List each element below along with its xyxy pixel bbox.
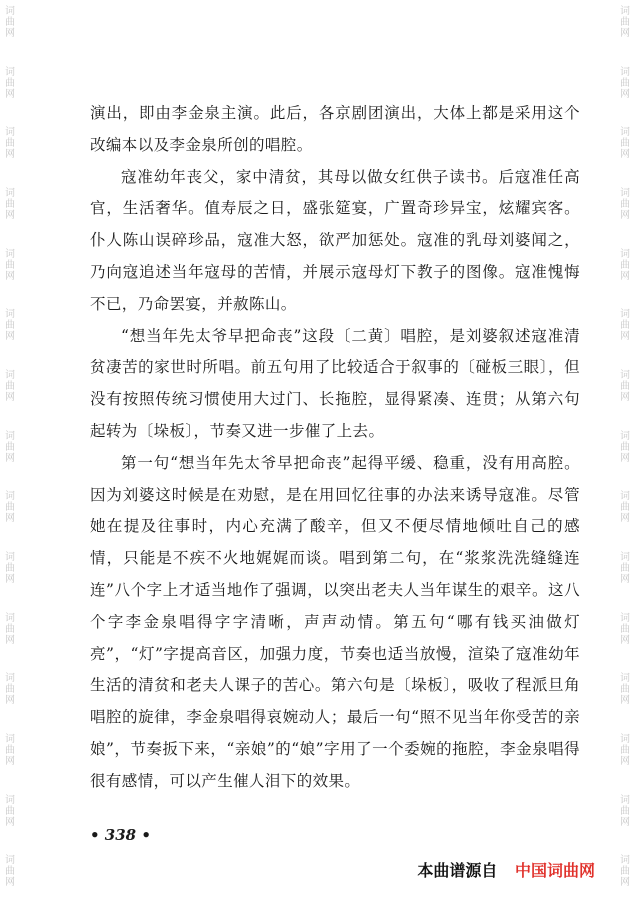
watermark-group (620, 849, 630, 910)
watermark-group (620, 61, 630, 122)
watermark-group (620, 789, 630, 850)
source-label: 本曲谱源自 (417, 861, 498, 880)
watermark-group (5, 364, 15, 425)
watermark-char: 网 (620, 149, 630, 161)
watermark-char: 词 (5, 612, 15, 624)
watermark-char: 曲 (620, 866, 630, 878)
watermark-char: 曲 (5, 441, 15, 453)
watermark-group (620, 425, 630, 486)
watermark-char: 词 (5, 794, 15, 806)
paragraph-3: “想当年先太爷早把命丧”这段〔二黄〕唱腔，是刘婆叙述寇准清贫凄苦的家世时所唱。前五句用了比较适合于叙事的〔碰板三眼〕，但没有按照传统习惯使用大过门、长拖腔，显得紧凑、连贯；从第六句起转为〔垛板〕，节奏又进一步催了上去。 (90, 326, 580, 440)
watermark-group (5, 61, 15, 122)
watermark-char: 词 (5, 6, 15, 17)
watermark-char: 网 (5, 756, 15, 768)
watermark-char: 词 (5, 188, 15, 200)
watermark-char: 曲 (5, 138, 15, 150)
watermark-char: 词 (620, 794, 630, 806)
watermark-char: 网 (620, 28, 630, 39)
watermark-char: 网 (5, 513, 15, 525)
watermark-char: 曲 (5, 381, 15, 393)
watermark-char: 词 (620, 734, 630, 746)
watermark-char: 曲 (620, 77, 630, 89)
watermark-char: 网 (620, 331, 630, 343)
watermark-char: 曲 (5, 17, 15, 28)
watermark-char: 曲 (620, 805, 630, 817)
watermark-char: 曲 (620, 745, 630, 757)
watermark-char: 词 (620, 309, 630, 321)
watermark-group (620, 607, 630, 668)
watermark-char: 网 (5, 270, 15, 282)
watermark-char: 曲 (620, 259, 630, 271)
watermark-char: 曲 (5, 563, 15, 575)
watermark-group (5, 728, 15, 789)
watermark-group (5, 243, 15, 304)
watermark-group (5, 607, 15, 668)
watermark-char: 词 (620, 430, 630, 442)
watermark-group (620, 303, 630, 364)
watermark-char: 词 (620, 66, 630, 78)
watermark-char: 曲 (620, 138, 630, 150)
watermark-char: 网 (5, 149, 15, 161)
watermark-char: 曲 (5, 866, 15, 878)
watermark-char: 网 (620, 270, 630, 282)
watermark-char: 词 (620, 248, 630, 260)
watermark-char: 网 (5, 331, 15, 343)
watermark-char: 词 (620, 127, 630, 139)
watermark-char: 词 (5, 430, 15, 442)
watermark-char: 曲 (620, 684, 630, 696)
watermark-group (620, 728, 630, 789)
watermark-char: 网 (620, 88, 630, 100)
watermark-char: 词 (5, 248, 15, 260)
watermark-char: 曲 (620, 502, 630, 514)
paragraph-4: 第一句“想当年先太爷早把命丧”起得平缓、稳重，没有用高腔。因为刘婆这时候是在劝慰，是在用回忆往事的办法来诱导寇准。尽管她在提及往事时，内心充满了酸辛，但又不便尽情地倾吐自己的感情，只能是不疾不火地娓娓而谈。唱到第二句，在“浆浆洗洗缝缝连连”八个字上才适当地作了强调，以突出老夫人当年谋生的艰辛。这八个字李金泉唱得字字清晰，声声动情。第五句“哪有钱买油做灯亮”，“灯”字提高音区，加强力度，节奏也适当放慢，渲染了寇准幼年生活的清贫和老夫人课子的苦心。第六句是〔垛板〕，吸收了程派旦角唱腔的旋律，李金泉唱得哀婉动人；最后一句“照不见当年你受苦的亲娘”，节奏扳下来，“亲娘”的“娘”字用了一个委婉的拖腔，李金泉唱得很有感情，可以产生催人泪下的效果。 (90, 453, 580, 790)
watermark-char: 词 (5, 734, 15, 746)
watermark-right (617, 0, 633, 910)
watermark-char: 曲 (5, 745, 15, 757)
watermark-group (5, 121, 15, 182)
watermark-char: 网 (620, 634, 630, 646)
watermark-group (620, 667, 630, 728)
paragraph-2: 寇准幼年丧父，家中清贫，其母以做女红供子读书。后寇准任高官，生活奢华。值寿辰之日，盛张筵宴，广置奇珍异宝，炫耀宾客。仆人陈山误碎珍品，寇准大怒，欲严加惩处。寇准的乳母刘婆闻之，乃向寇追述当年寇母的苦情，并展示寇母灯下教子的图像。寇准愧悔不已，乃命罢宴，并赦陈山。 (90, 167, 580, 313)
watermark-group (620, 0, 630, 61)
watermark-group (5, 303, 15, 364)
watermark-char: 网 (620, 877, 630, 889)
watermark-char: 网 (5, 392, 15, 404)
watermark-char: 曲 (5, 199, 15, 211)
watermark-char: 曲 (620, 441, 630, 453)
watermark-char: 网 (5, 816, 15, 828)
watermark-char: 网 (620, 816, 630, 828)
watermark-char: 词 (620, 855, 630, 867)
watermark-char: 词 (620, 673, 630, 685)
watermark-char: 词 (5, 491, 15, 503)
watermark-group (620, 243, 630, 304)
watermark-char: 词 (620, 370, 630, 382)
watermark-left (2, 0, 18, 910)
watermark-char: 网 (620, 695, 630, 707)
watermark-char: 曲 (5, 805, 15, 817)
watermark-char: 网 (5, 88, 15, 100)
watermark-char: 词 (5, 66, 15, 78)
watermark-group (620, 546, 630, 607)
watermark-char: 词 (620, 6, 630, 17)
watermark-char: 网 (5, 210, 15, 222)
watermark-char: 网 (620, 513, 630, 525)
watermark-group (5, 789, 15, 850)
watermark-char: 词 (620, 188, 630, 200)
watermark-char: 词 (5, 673, 15, 685)
paragraph-1: 演出，即由李金泉主演。此后，各京剧团演出，大体上都是采用这个改编本以及李金泉所创的唱腔。 (90, 104, 580, 154)
watermark-char: 曲 (5, 77, 15, 89)
watermark-char: 词 (5, 552, 15, 564)
watermark-char: 曲 (620, 17, 630, 28)
watermark-char: 网 (5, 634, 15, 646)
site-name[interactable]: 中国词曲网 (514, 861, 595, 880)
watermark-char: 网 (620, 392, 630, 404)
watermark-group (5, 667, 15, 728)
watermark-char: 网 (620, 452, 630, 464)
watermark-char: 网 (5, 452, 15, 464)
watermark-group (620, 182, 630, 243)
body-text (90, 98, 580, 798)
watermark-char: 网 (620, 756, 630, 768)
watermark-char: 曲 (620, 320, 630, 332)
watermark-char: 曲 (620, 381, 630, 393)
footer-source (417, 858, 595, 881)
watermark-char: 词 (620, 612, 630, 624)
watermark-group (5, 546, 15, 607)
watermark-char: 词 (5, 855, 15, 867)
watermark-group (5, 0, 15, 61)
watermark-group (5, 425, 15, 486)
watermark-group (5, 849, 15, 910)
watermark-group (5, 182, 15, 243)
watermark-char: 词 (5, 370, 15, 382)
watermark-char: 网 (620, 210, 630, 222)
watermark-char: 网 (5, 877, 15, 889)
watermark-char: 词 (5, 309, 15, 321)
watermark-group (620, 364, 630, 425)
watermark-group (5, 485, 15, 546)
watermark-char: 曲 (5, 320, 15, 332)
watermark-char: 曲 (620, 563, 630, 575)
watermark-char: 网 (5, 574, 15, 586)
watermark-char: 曲 (5, 684, 15, 696)
watermark-char: 词 (620, 491, 630, 503)
page-number: • 338 • (90, 826, 151, 844)
watermark-char: 词 (5, 127, 15, 139)
watermark-char: 网 (620, 574, 630, 586)
watermark-char: 曲 (620, 623, 630, 635)
watermark-char: 曲 (620, 199, 630, 211)
watermark-char: 曲 (5, 259, 15, 271)
watermark-char: 词 (620, 552, 630, 564)
watermark-group (620, 485, 630, 546)
watermark-group (620, 121, 630, 182)
watermark-char: 曲 (5, 623, 15, 635)
watermark-char: 曲 (5, 502, 15, 514)
watermark-char: 网 (5, 28, 15, 39)
watermark-char: 网 (5, 695, 15, 707)
